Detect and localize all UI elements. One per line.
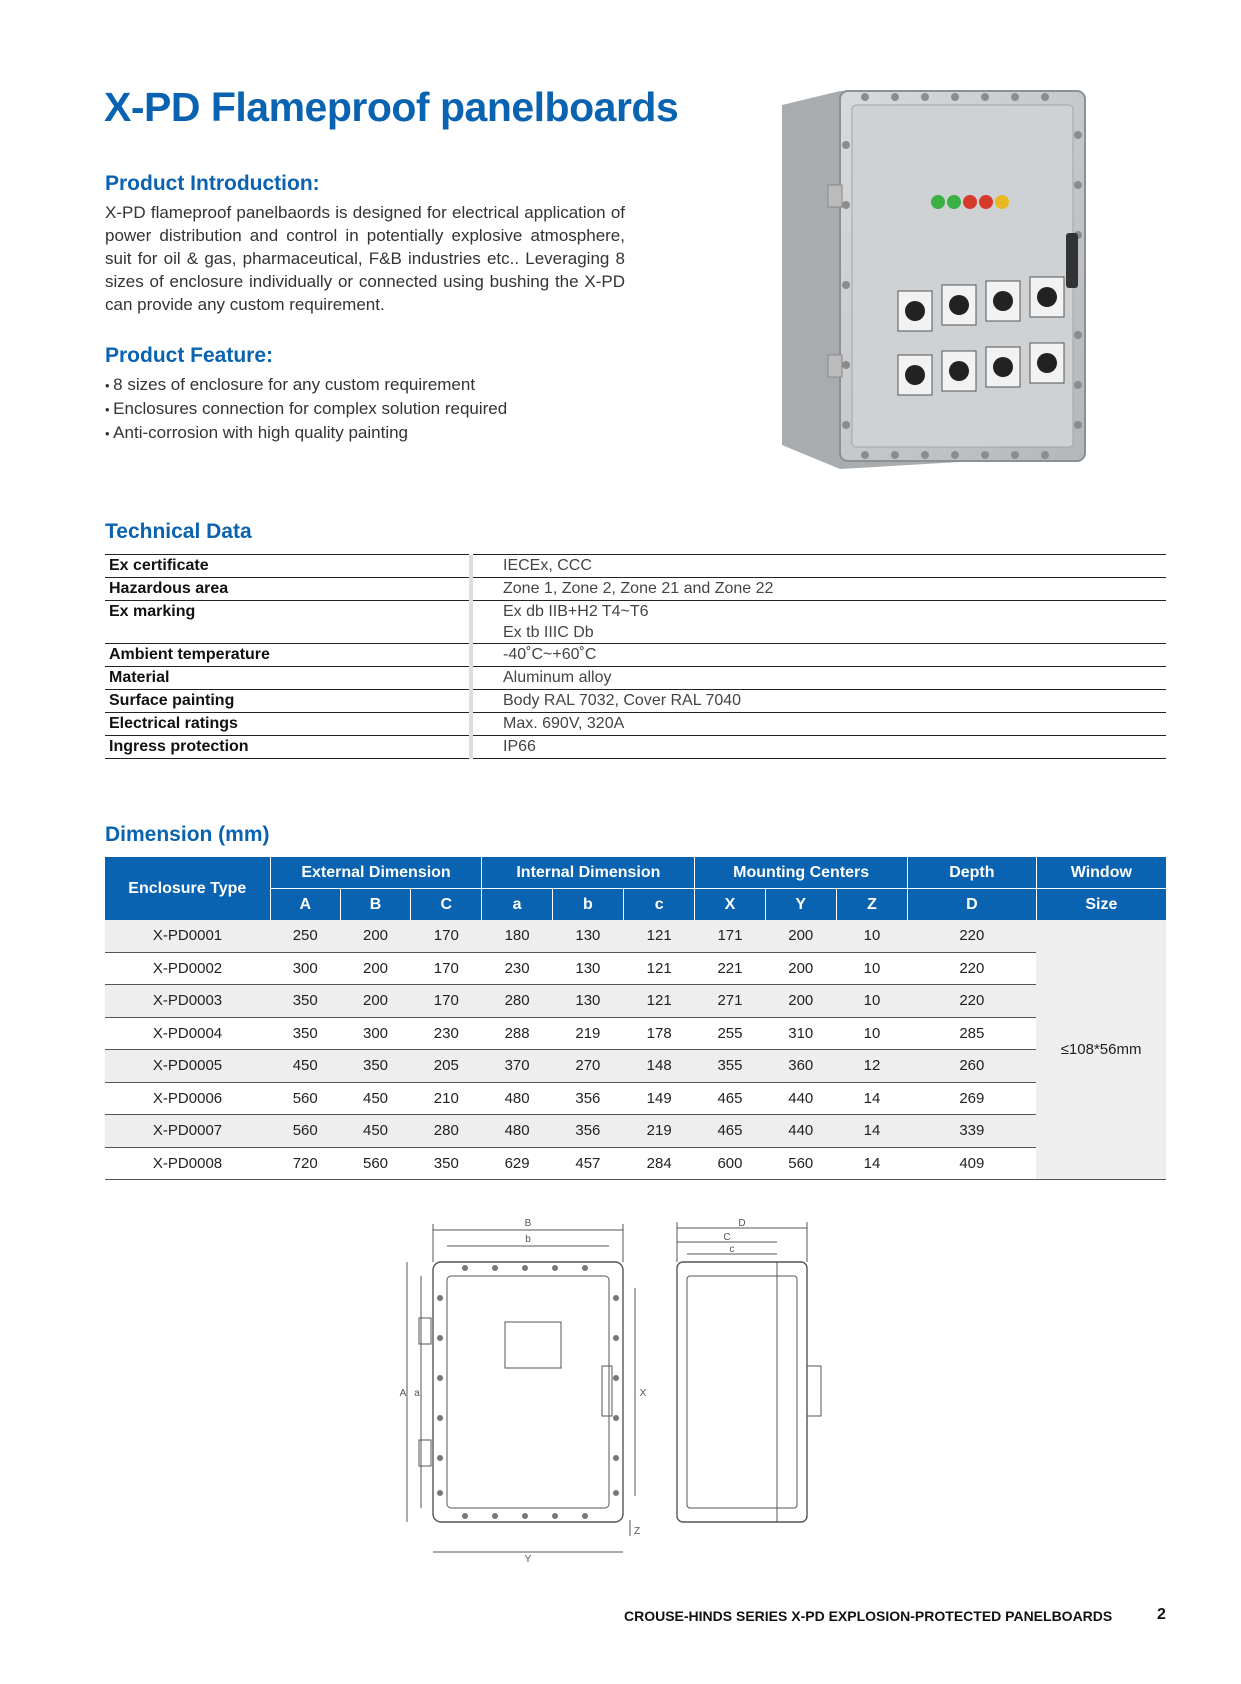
dimension-table — [105, 857, 1166, 1180]
header-col: c — [624, 889, 695, 921]
dimension-cell: 356 — [552, 1082, 623, 1115]
dimension-cell: 350 — [411, 1147, 482, 1180]
dimension-cell: 205 — [411, 1050, 482, 1083]
enclosure-type-cell: X-PD0002 — [105, 952, 270, 985]
dimension-cell: 221 — [695, 952, 765, 985]
tech-value: Zone 1, Zone 2, Zone 21 and Zone 22 — [473, 578, 1166, 601]
dimension-cell: 130 — [552, 920, 623, 952]
feature-item: • Enclosures connection for complex solution required — [105, 397, 507, 421]
tech-key: Ex marking — [105, 601, 469, 644]
dimension-cell: 170 — [411, 985, 482, 1018]
table-row — [105, 601, 1166, 644]
dimension-heading: Dimension (mm) — [105, 823, 270, 846]
dimension-cell: 300 — [270, 952, 340, 985]
table-row — [105, 690, 1166, 713]
dim-label-D: D — [738, 1218, 746, 1229]
dim-label-Z: Z — [633, 1526, 641, 1537]
dimension-cell: 440 — [765, 1115, 836, 1148]
table-row — [105, 713, 1166, 736]
dimension-cell: 255 — [695, 1017, 765, 1050]
dimension-cell: 121 — [624, 985, 695, 1018]
dimension-cell: 600 — [695, 1147, 765, 1180]
dimension-cell: 450 — [270, 1050, 340, 1083]
enclosure-type-cell: X-PD0003 — [105, 985, 270, 1018]
header-col: X — [695, 889, 765, 921]
dimension-cell: 271 — [695, 985, 765, 1018]
dimension-cell: 200 — [340, 952, 410, 985]
dimension-cell: 560 — [340, 1147, 410, 1180]
tech-key: Electrical ratings — [105, 713, 469, 736]
tech-key: Surface painting — [105, 690, 469, 713]
dimension-cell: 200 — [765, 920, 836, 952]
dimension-cell: 220 — [908, 920, 1037, 952]
table-row — [105, 985, 1166, 1018]
dimension-cell: 280 — [482, 985, 552, 1018]
technical-heading: Technical Data — [105, 520, 252, 543]
dimension-cell: 465 — [695, 1115, 765, 1148]
dimension-cell: 230 — [482, 952, 552, 985]
dimension-cell: 10 — [836, 920, 907, 952]
tech-value — [473, 601, 1166, 644]
header-window: Window — [1036, 857, 1166, 889]
table-row — [105, 555, 1166, 578]
table-row — [105, 920, 1166, 952]
technical-data-table — [105, 554, 1166, 759]
dimension-cell: 260 — [908, 1050, 1037, 1083]
header-enclosure-type: Enclosure Type — [105, 857, 270, 920]
dimension-cell: 171 — [695, 920, 765, 952]
dimension-cell: 220 — [908, 985, 1037, 1018]
dimension-cell: 339 — [908, 1115, 1037, 1148]
table-row — [105, 1147, 1166, 1180]
dimension-cell: 450 — [340, 1082, 410, 1115]
tech-key: Ingress protection — [105, 736, 469, 759]
dim-label-a: a — [414, 1388, 420, 1399]
table-row — [105, 1050, 1166, 1083]
dimension-cell: 121 — [624, 920, 695, 952]
dimension-cell: 178 — [624, 1017, 695, 1050]
dimension-cell: 465 — [695, 1082, 765, 1115]
header-col: B — [340, 889, 410, 921]
dimension-cell: 200 — [765, 985, 836, 1018]
table-row — [105, 667, 1166, 690]
enclosure-type-cell: X-PD0005 — [105, 1050, 270, 1083]
feature-item: • Anti-corrosion with high quality painting — [105, 421, 507, 445]
dimension-cell: 10 — [836, 952, 907, 985]
dimension-cell: 149 — [624, 1082, 695, 1115]
dimension-cell: 480 — [482, 1115, 552, 1148]
header-col: Size — [1036, 889, 1166, 921]
dimension-cell: 560 — [270, 1082, 340, 1115]
dimension-cell: 14 — [836, 1082, 907, 1115]
dimension-cell: 450 — [340, 1115, 410, 1148]
table-row — [105, 952, 1166, 985]
dimension-cell: 360 — [765, 1050, 836, 1083]
header-col: C — [411, 889, 482, 921]
header-depth: Depth — [908, 857, 1037, 889]
tech-key: Hazardous area — [105, 578, 469, 601]
dimension-cell: 409 — [908, 1147, 1037, 1180]
footer-text: CROUSE-HINDS SERIES X-PD EXPLOSION-PROTECTED PANELBOARDS — [624, 1608, 1113, 1624]
dimension-cell: 180 — [482, 920, 552, 952]
dim-label-Y: Y — [524, 1554, 532, 1565]
tech-key: Ex certificate — [105, 555, 469, 578]
header-col: D — [908, 889, 1037, 921]
dim-label-X: X — [639, 1388, 647, 1399]
header-col: Y — [765, 889, 836, 921]
dimension-cell: 121 — [624, 952, 695, 985]
dimension-cell: 12 — [836, 1050, 907, 1083]
dimension-cell: 355 — [695, 1050, 765, 1083]
dimension-cell: 10 — [836, 985, 907, 1018]
dim-label-B: B — [524, 1218, 532, 1229]
dimension-cell: 200 — [340, 920, 410, 952]
dimension-cell: 350 — [270, 985, 340, 1018]
header-internal: Internal Dimension — [482, 857, 695, 889]
header-col: b — [552, 889, 623, 921]
dimension-cell: 230 — [411, 1017, 482, 1050]
enclosure-type-cell: X-PD0004 — [105, 1017, 270, 1050]
dimension-cell: 560 — [765, 1147, 836, 1180]
dimension-cell: 720 — [270, 1147, 340, 1180]
table-row — [105, 1082, 1166, 1115]
table-row — [105, 736, 1166, 759]
tech-value-line: Ex tb IIIC Db — [503, 624, 594, 641]
dimension-cell: 170 — [411, 952, 482, 985]
dimension-cell: 14 — [836, 1147, 907, 1180]
header-col: A — [270, 889, 340, 921]
dimension-cell: 356 — [552, 1115, 623, 1148]
dimension-cell: 629 — [482, 1147, 552, 1180]
dimension-cell: 269 — [908, 1082, 1037, 1115]
dimension-cell: 440 — [765, 1082, 836, 1115]
dimension-cell: 480 — [482, 1082, 552, 1115]
dimension-cell: 350 — [340, 1050, 410, 1083]
tech-key: Ambient temperature — [105, 644, 469, 667]
dimension-cell: 284 — [624, 1147, 695, 1180]
table-row — [105, 644, 1166, 667]
dimension-cell: 210 — [411, 1082, 482, 1115]
feature-item: • 8 sizes of enclosure for any custom requirement — [105, 373, 507, 397]
tech-value: Aluminum alloy — [473, 667, 1166, 690]
dimension-cell: 370 — [482, 1050, 552, 1083]
enclosure-type-cell: X-PD0007 — [105, 1115, 270, 1148]
intro-text: X-PD flameproof panelbaords is designed for electrical application of power distribution and control in potentially explosive atmosphere, suit for oil & gas, pharmaceutical, F&B industries etc.. Leveraging 8 sizes of enclosure individually or connected using bushing the X-PD can provide any custom requirement. — [105, 203, 625, 314]
tech-value: Body RAL 7032, Cover RAL 7040 — [473, 690, 1166, 713]
dimension-cell: 130 — [552, 985, 623, 1018]
dimension-cell: 148 — [624, 1050, 695, 1083]
dimension-cell: 457 — [552, 1147, 623, 1180]
dimension-cell: 170 — [411, 920, 482, 952]
header-col: Z — [836, 889, 907, 921]
dimension-cell: 130 — [552, 952, 623, 985]
feature-heading: Product Feature: — [105, 344, 274, 367]
page-number: 2 — [1157, 1606, 1166, 1623]
dimension-cell: 310 — [765, 1017, 836, 1050]
dimension-cell: 288 — [482, 1017, 552, 1050]
dimension-cell: 300 — [340, 1017, 410, 1050]
dimension-cell: 560 — [270, 1115, 340, 1148]
dimension-cell: 280 — [411, 1115, 482, 1148]
dim-label-A: A — [399, 1388, 407, 1399]
dim-label-b: b — [525, 1234, 531, 1245]
tech-value: -40˚C~+60˚C — [473, 644, 1166, 667]
tech-value: Max. 690V, 320A — [473, 713, 1166, 736]
enclosure-type-cell: X-PD0006 — [105, 1082, 270, 1115]
dimension-cell: 200 — [765, 952, 836, 985]
dimension-cell: 220 — [908, 952, 1037, 985]
header-mounting: Mounting Centers — [695, 857, 908, 889]
enclosure-dimension-drawing — [399, 1218, 860, 1565]
dimension-cell: 350 — [270, 1017, 340, 1050]
tech-value: IECEx, CCC — [473, 555, 1166, 578]
enclosure-type-cell: X-PD0008 — [105, 1147, 270, 1180]
tech-value-line: Ex db IIB+H2 T4~T6 — [503, 603, 649, 620]
page-title: X-PD Flameproof panelboards — [104, 84, 679, 130]
tech-value: IP66 — [473, 736, 1166, 759]
dim-label-C: C — [723, 1232, 731, 1243]
dimension-cell: 200 — [340, 985, 410, 1018]
dimension-cell: 250 — [270, 920, 340, 952]
dimension-cell: 270 — [552, 1050, 623, 1083]
feature-list — [105, 373, 507, 445]
dimension-cell: 219 — [624, 1115, 695, 1148]
enclosure-type-cell: X-PD0001 — [105, 920, 270, 952]
tech-key: Material — [105, 667, 469, 690]
dimension-cell: 10 — [836, 1017, 907, 1050]
window-size-cell: ≤108*56mm — [1036, 920, 1166, 1180]
dimension-cell: 285 — [908, 1017, 1037, 1050]
intro-heading: Product Introduction: — [105, 172, 320, 195]
dimension-cell: 219 — [552, 1017, 623, 1050]
table-row — [105, 1017, 1166, 1050]
header-external: External Dimension — [270, 857, 482, 889]
header-col: a — [482, 889, 552, 921]
dim-label-c: c — [729, 1244, 735, 1255]
table-row — [105, 578, 1166, 601]
table-row — [105, 1115, 1166, 1148]
dimension-cell: 14 — [836, 1115, 907, 1148]
panelboard-product-image — [780, 85, 1096, 475]
